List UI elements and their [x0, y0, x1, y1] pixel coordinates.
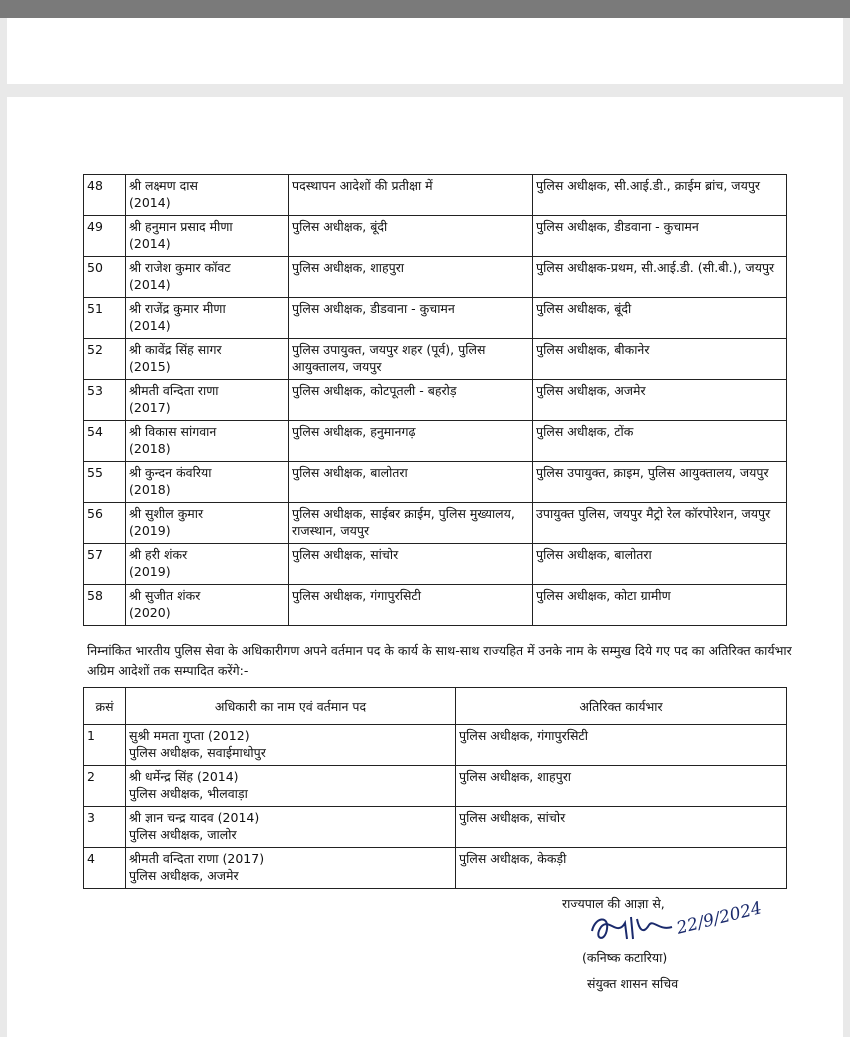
officer-cell	[126, 175, 289, 216]
officer-cell	[126, 848, 456, 889]
current-post: पुलिस अधीक्षक, साईबर क्राईम, पुलिस मुख्यालय, राजस्थान, जयपुर	[289, 503, 533, 544]
governor-order-text: राज्यपाल की आज्ञा से,	[562, 896, 665, 911]
current-post: पुलिस अधीक्षक, सांचोर	[289, 544, 533, 585]
serial-number: 48	[84, 175, 126, 216]
current-post: पुलिस अधीक्षक, हनुमानगढ़	[289, 421, 533, 462]
serial-number: 58	[84, 585, 126, 626]
signature-scribble	[587, 909, 682, 949]
new-post: पुलिस अधीक्षक, डीडवाना - कुचामन	[533, 216, 787, 257]
current-post: पुलिस उपायुक्त, जयपुर शहर (पूर्व), पुलिस आयुक्तालय, जयपुर	[289, 339, 533, 380]
officer-name: श्री ज्ञान चन्द्र यादव (2014)	[129, 810, 260, 825]
serial-number: 55	[84, 462, 126, 503]
batch-year: (2017)	[129, 400, 171, 415]
officer-cell	[126, 462, 289, 503]
current-post: पुलिस अधीक्षक, शाहपुरा	[289, 257, 533, 298]
current-post: पुलिस अधीक्षक, गंगापुरसिटी	[289, 585, 533, 626]
batch-year: (2020)	[129, 605, 171, 620]
table-row	[84, 725, 787, 766]
table-row	[84, 585, 787, 626]
officer-name: श्री विकास सांगवान	[129, 424, 217, 439]
batch-year: (2014)	[129, 277, 171, 292]
header-officer: अधिकारी का नाम एवं वर्तमान पद	[126, 688, 456, 725]
table-row	[84, 544, 787, 585]
table-row	[84, 462, 787, 503]
header-additional-charge: अतिरिक्त कार्यभार	[456, 688, 787, 725]
officer-cell	[126, 421, 289, 462]
viewer-toolbar	[0, 0, 850, 18]
current-post: पुलिस अधीक्षक, बालोतरा	[289, 462, 533, 503]
new-post: पुलिस उपायुक्त, क्राइम, पुलिस आयुक्तालय, जयपुर	[533, 462, 787, 503]
batch-year: (2019)	[129, 564, 171, 579]
officer-name: श्री राजेंद्र कुमार मीणा	[129, 301, 226, 316]
table-row	[84, 503, 787, 544]
serial-number: 3	[84, 807, 126, 848]
batch-year: (2014)	[129, 318, 171, 333]
serial-number: 1	[84, 725, 126, 766]
batch-year: (2018)	[129, 482, 171, 497]
officer-cell	[126, 380, 289, 421]
officer-cell	[126, 544, 289, 585]
officer-name: श्री हरी शंकर	[129, 547, 188, 562]
serial-number: 51	[84, 298, 126, 339]
officer-name: श्री सुशील कुमार	[129, 506, 204, 521]
table-row	[84, 298, 787, 339]
officer-name: सुश्री ममता गुप्ता (2012)	[129, 728, 250, 743]
officer-cell	[126, 339, 289, 380]
additional-charge: पुलिस अधीक्षक, शाहपुरा	[456, 766, 787, 807]
new-post: उपायुक्त पुलिस, जयपुर मैट्रो रेल कॉरपोरेशन, जयपुर	[533, 503, 787, 544]
additional-charge: पुलिस अधीक्षक, सांचोर	[456, 807, 787, 848]
officer-cell	[126, 216, 289, 257]
serial-number: 56	[84, 503, 126, 544]
officer-name: श्री धर्मेन्द्र सिंह (2014)	[129, 769, 239, 784]
officer-name: श्रीमती वन्दिता राणा (2017)	[129, 851, 265, 866]
table-row	[84, 175, 787, 216]
table-row	[84, 766, 787, 807]
signatory-designation: संयुक्त शासन सचिव	[587, 976, 679, 991]
officer-post: पुलिस अधीक्षक, जालोर	[129, 827, 237, 842]
batch-year: (2018)	[129, 441, 171, 456]
header-serial: क्रसं	[84, 688, 126, 725]
officer-cell	[126, 585, 289, 626]
officer-cell	[126, 298, 289, 339]
table-row	[84, 848, 787, 889]
previous-page	[7, 18, 843, 84]
table-row	[84, 339, 787, 380]
additional-charge-table-body	[84, 725, 787, 889]
table-row	[84, 257, 787, 298]
signature-date: 22/9/2024	[674, 898, 765, 939]
officer-cell	[126, 807, 456, 848]
officer-name: श्री लक्ष्मण दास	[129, 178, 198, 193]
serial-number: 2	[84, 766, 126, 807]
new-post: पुलिस अधीक्षक-प्रथम, सी.आई.डी. (सी.बी.), जयपुर	[533, 257, 787, 298]
new-post: पुलिस अधीक्षक, कोटा ग्रामीण	[533, 585, 787, 626]
additional-charge: पुलिस अधीक्षक, गंगापुरसिटी	[456, 725, 787, 766]
table-row	[84, 216, 787, 257]
new-post: पुलिस अधीक्षक, सी.आई.डी., क्राईम ब्रांच, जयपुर	[533, 175, 787, 216]
serial-number: 53	[84, 380, 126, 421]
new-post: पुलिस अधीक्षक, बूंदी	[533, 298, 787, 339]
officer-cell	[126, 766, 456, 807]
document-page	[7, 97, 843, 1037]
serial-number: 52	[84, 339, 126, 380]
current-post: पुलिस अधीक्षक, कोटपूतली - बहरोड़	[289, 380, 533, 421]
officer-post: पुलिस अधीक्षक, भीलवाड़ा	[129, 786, 248, 801]
current-post: पदस्थापन आदेशों की प्रतीक्षा में	[289, 175, 533, 216]
serial-number: 57	[84, 544, 126, 585]
transfer-table-body	[84, 175, 787, 626]
table-row	[84, 421, 787, 462]
officer-name: श्री कावेंद्र सिंह सागर	[129, 342, 222, 357]
table-header-row	[84, 688, 787, 725]
batch-year: (2019)	[129, 523, 171, 538]
batch-year: (2014)	[129, 195, 171, 210]
officer-name: श्रीमती वन्दिता राणा	[129, 383, 219, 398]
signatory-name: (कनिष्क कटारिया)	[582, 950, 668, 965]
table-row	[84, 807, 787, 848]
batch-year: (2014)	[129, 236, 171, 251]
serial-number: 4	[84, 848, 126, 889]
new-post: पुलिस अधीक्षक, बालोतरा	[533, 544, 787, 585]
officer-post: पुलिस अधीक्षक, अजमेर	[129, 868, 239, 883]
officer-name: श्री राजेश कुमार कॉवट	[129, 260, 231, 275]
officer-name: श्री हनुमान प्रसाद मीणा	[129, 219, 233, 234]
officer-cell	[126, 725, 456, 766]
officer-name: श्री सुजीत शंकर	[129, 588, 201, 603]
officer-name: श्री कुन्दन कंवरिया	[129, 465, 212, 480]
additional-charge: पुलिस अधीक्षक, केकड़ी	[456, 848, 787, 889]
officer-post: पुलिस अधीक्षक, सवाईमाधोपुर	[129, 745, 266, 760]
table-row	[84, 380, 787, 421]
current-post: पुलिस अधीक्षक, बूंदी	[289, 216, 533, 257]
serial-number: 50	[84, 257, 126, 298]
new-post: पुलिस अधीक्षक, अजमेर	[533, 380, 787, 421]
officer-cell	[126, 503, 289, 544]
new-post: पुलिस अधीक्षक, बीकानेर	[533, 339, 787, 380]
officer-cell	[126, 257, 289, 298]
additional-charge-paragraph: निम्नांकित भारतीय पुलिस सेवा के अधिकारीगण अपने वर्तमान पद के कार्य के साथ-साथ राज्यहित में उनके नाम के सम्मुख दिये गए पद का अतिरिक्त कार्यभार अग्रिम आदेशों तक सम्पादित करेंगे:-	[87, 643, 792, 678]
additional-charge-table	[83, 687, 787, 889]
transfer-table	[83, 174, 787, 626]
current-post: पुलिस अधीक्षक, डीडवाना - कुचामन	[289, 298, 533, 339]
serial-number: 54	[84, 421, 126, 462]
serial-number: 49	[84, 216, 126, 257]
new-post: पुलिस अधीक्षक, टोंक	[533, 421, 787, 462]
batch-year: (2015)	[129, 359, 171, 374]
